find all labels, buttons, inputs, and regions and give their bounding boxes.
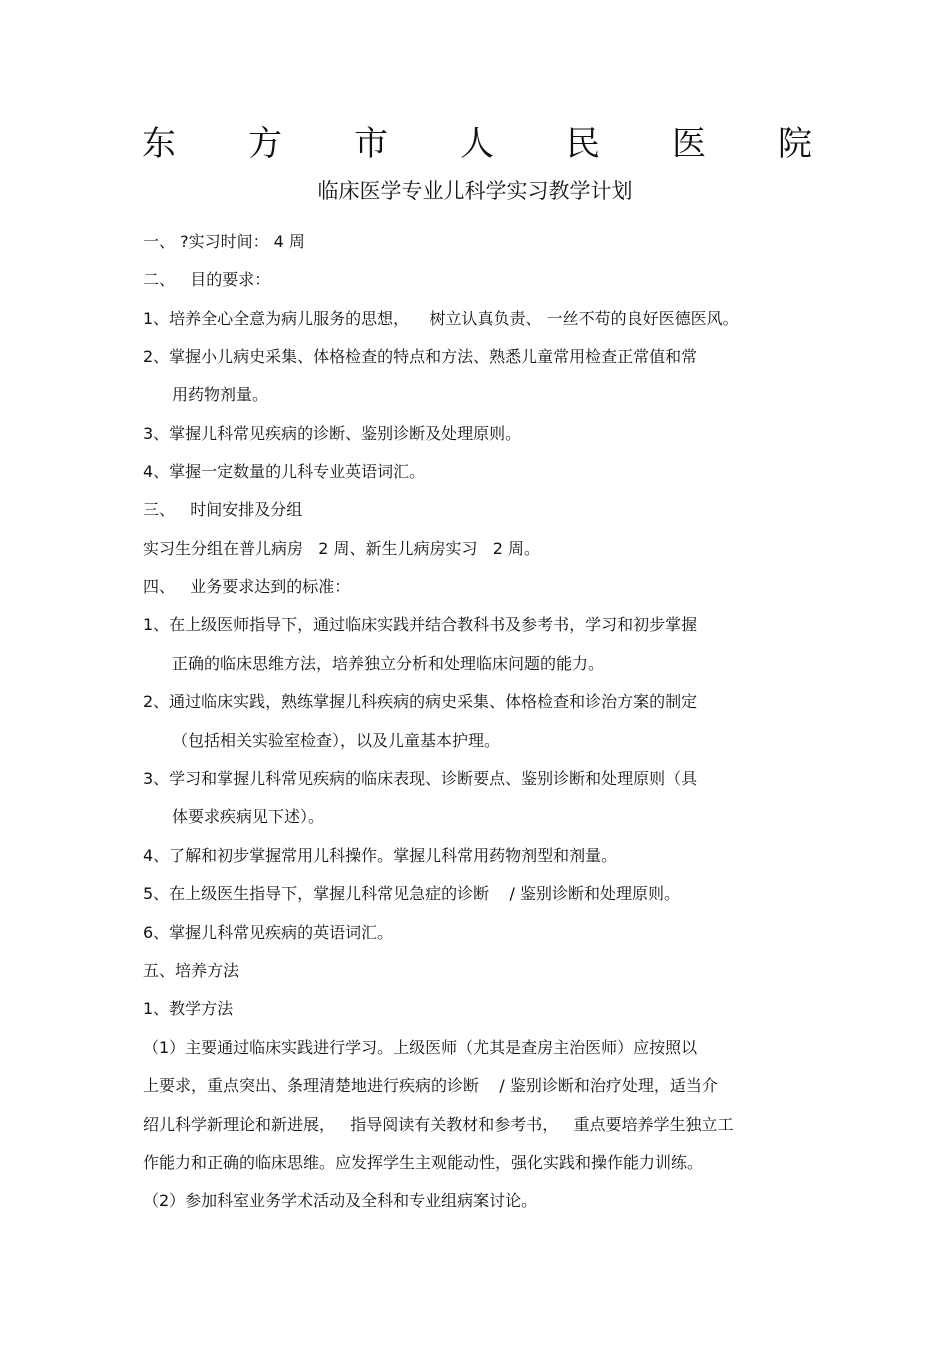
hospital-name-char: 民 (566, 124, 600, 164)
paragraph-line: （1）主要通过临床实践进行学习。上级医师（尤其是查房主治医师）应按照以 (143, 1038, 698, 1057)
hospital-name-char: 人 (460, 124, 494, 164)
paragraph-line: 5、在上级医生指导下，掌握儿科常见急症的诊断 / 鉴别诊断和处理原则。 (143, 884, 681, 903)
paragraph-line: （2）参加科室业务学术活动及全科和专业组病案讨论。 (143, 1191, 538, 1210)
paragraph-line: 用药物剂量。 (172, 385, 269, 404)
paragraph-line: 作能力和正确的临床思维。应发挥学生主观能动性，强化实践和操作能力训练。 (143, 1153, 704, 1172)
section-heading-internship-time: 一、 ?实习时间： 4 周 (143, 232, 305, 251)
hospital-name-char: 医 (672, 124, 706, 164)
hospital-name (142, 122, 812, 166)
paragraph-line: 上要求，重点突出、条理清楚地进行疾病的诊断 / 鉴别诊断和治疗处理，适当介 (143, 1076, 718, 1095)
section-heading-schedule: 三、 时间安排及分组 (143, 500, 303, 519)
subsection-heading-teaching-methods: 1、教学方法 (143, 999, 234, 1018)
paragraph-line: （包括相关实验室检查），以及儿童基本护理。 (172, 731, 501, 750)
hospital-name-char: 东 (142, 124, 176, 164)
paragraph-line: 实习生分组在普儿病房 2 周、新生儿病房实习 2 周。 (143, 539, 541, 558)
paragraph-line: 3、学习和掌握儿科常见疾病的临床表现、诊断要点、鉴别诊断和处理原则（具 (143, 769, 698, 788)
paragraph-line: 4、了解和初步掌握常用儿科操作。掌握儿科常用药物剂型和剂量。 (143, 846, 618, 865)
paragraph-line: 4、掌握一定数量的儿科专业英语词汇。 (143, 462, 426, 481)
paragraph-line: 3、掌握儿科常见疾病的诊断、鉴别诊断及处理原则。 (143, 424, 522, 443)
hospital-name-char: 方 (248, 124, 282, 164)
paragraph-line: 正确的临床思维方法，培养独立分析和处理临床问题的能力。 (172, 654, 605, 673)
hospital-name-char: 市 (354, 124, 388, 164)
paragraph-line: 绍儿科学新理论和新进展， 指导阅读有关教材和参考书， 重点要培养学生独立工 (143, 1115, 734, 1134)
section-heading-training-methods: 五、培养方法 (143, 961, 240, 980)
paragraph-line: 体要求疾病见下述）。 (172, 807, 325, 826)
paragraph-line: 2、通过临床实践，熟练掌握儿科疾病的病史采集、体格检查和诊治方案的制定 (143, 692, 698, 711)
paragraph-line: 1、培养全心全意为病儿服务的思想， 树立认真负责、 一丝不苟的良好医德医风。 (143, 309, 739, 328)
section-heading-standards: 四、 业务要求达到的标准： (143, 577, 351, 596)
paragraph-line: 2、掌握小儿病史采集、体格检查的特点和方法、熟悉儿童常用检查正常值和常 (143, 347, 698, 366)
section-heading-objectives: 二、 目的要求： (143, 270, 271, 289)
paragraph-line: 1、在上级医师指导下，通过临床实践并结合教科书及参考书，学习和初步掌握 (143, 615, 698, 634)
document-subtitle: 临床医学专业儿科学实习教学计划 (317, 179, 633, 203)
paragraph-line: 6、掌握儿科常见疾病的英语词汇。 (143, 923, 394, 942)
hospital-name-char: 院 (778, 124, 812, 164)
